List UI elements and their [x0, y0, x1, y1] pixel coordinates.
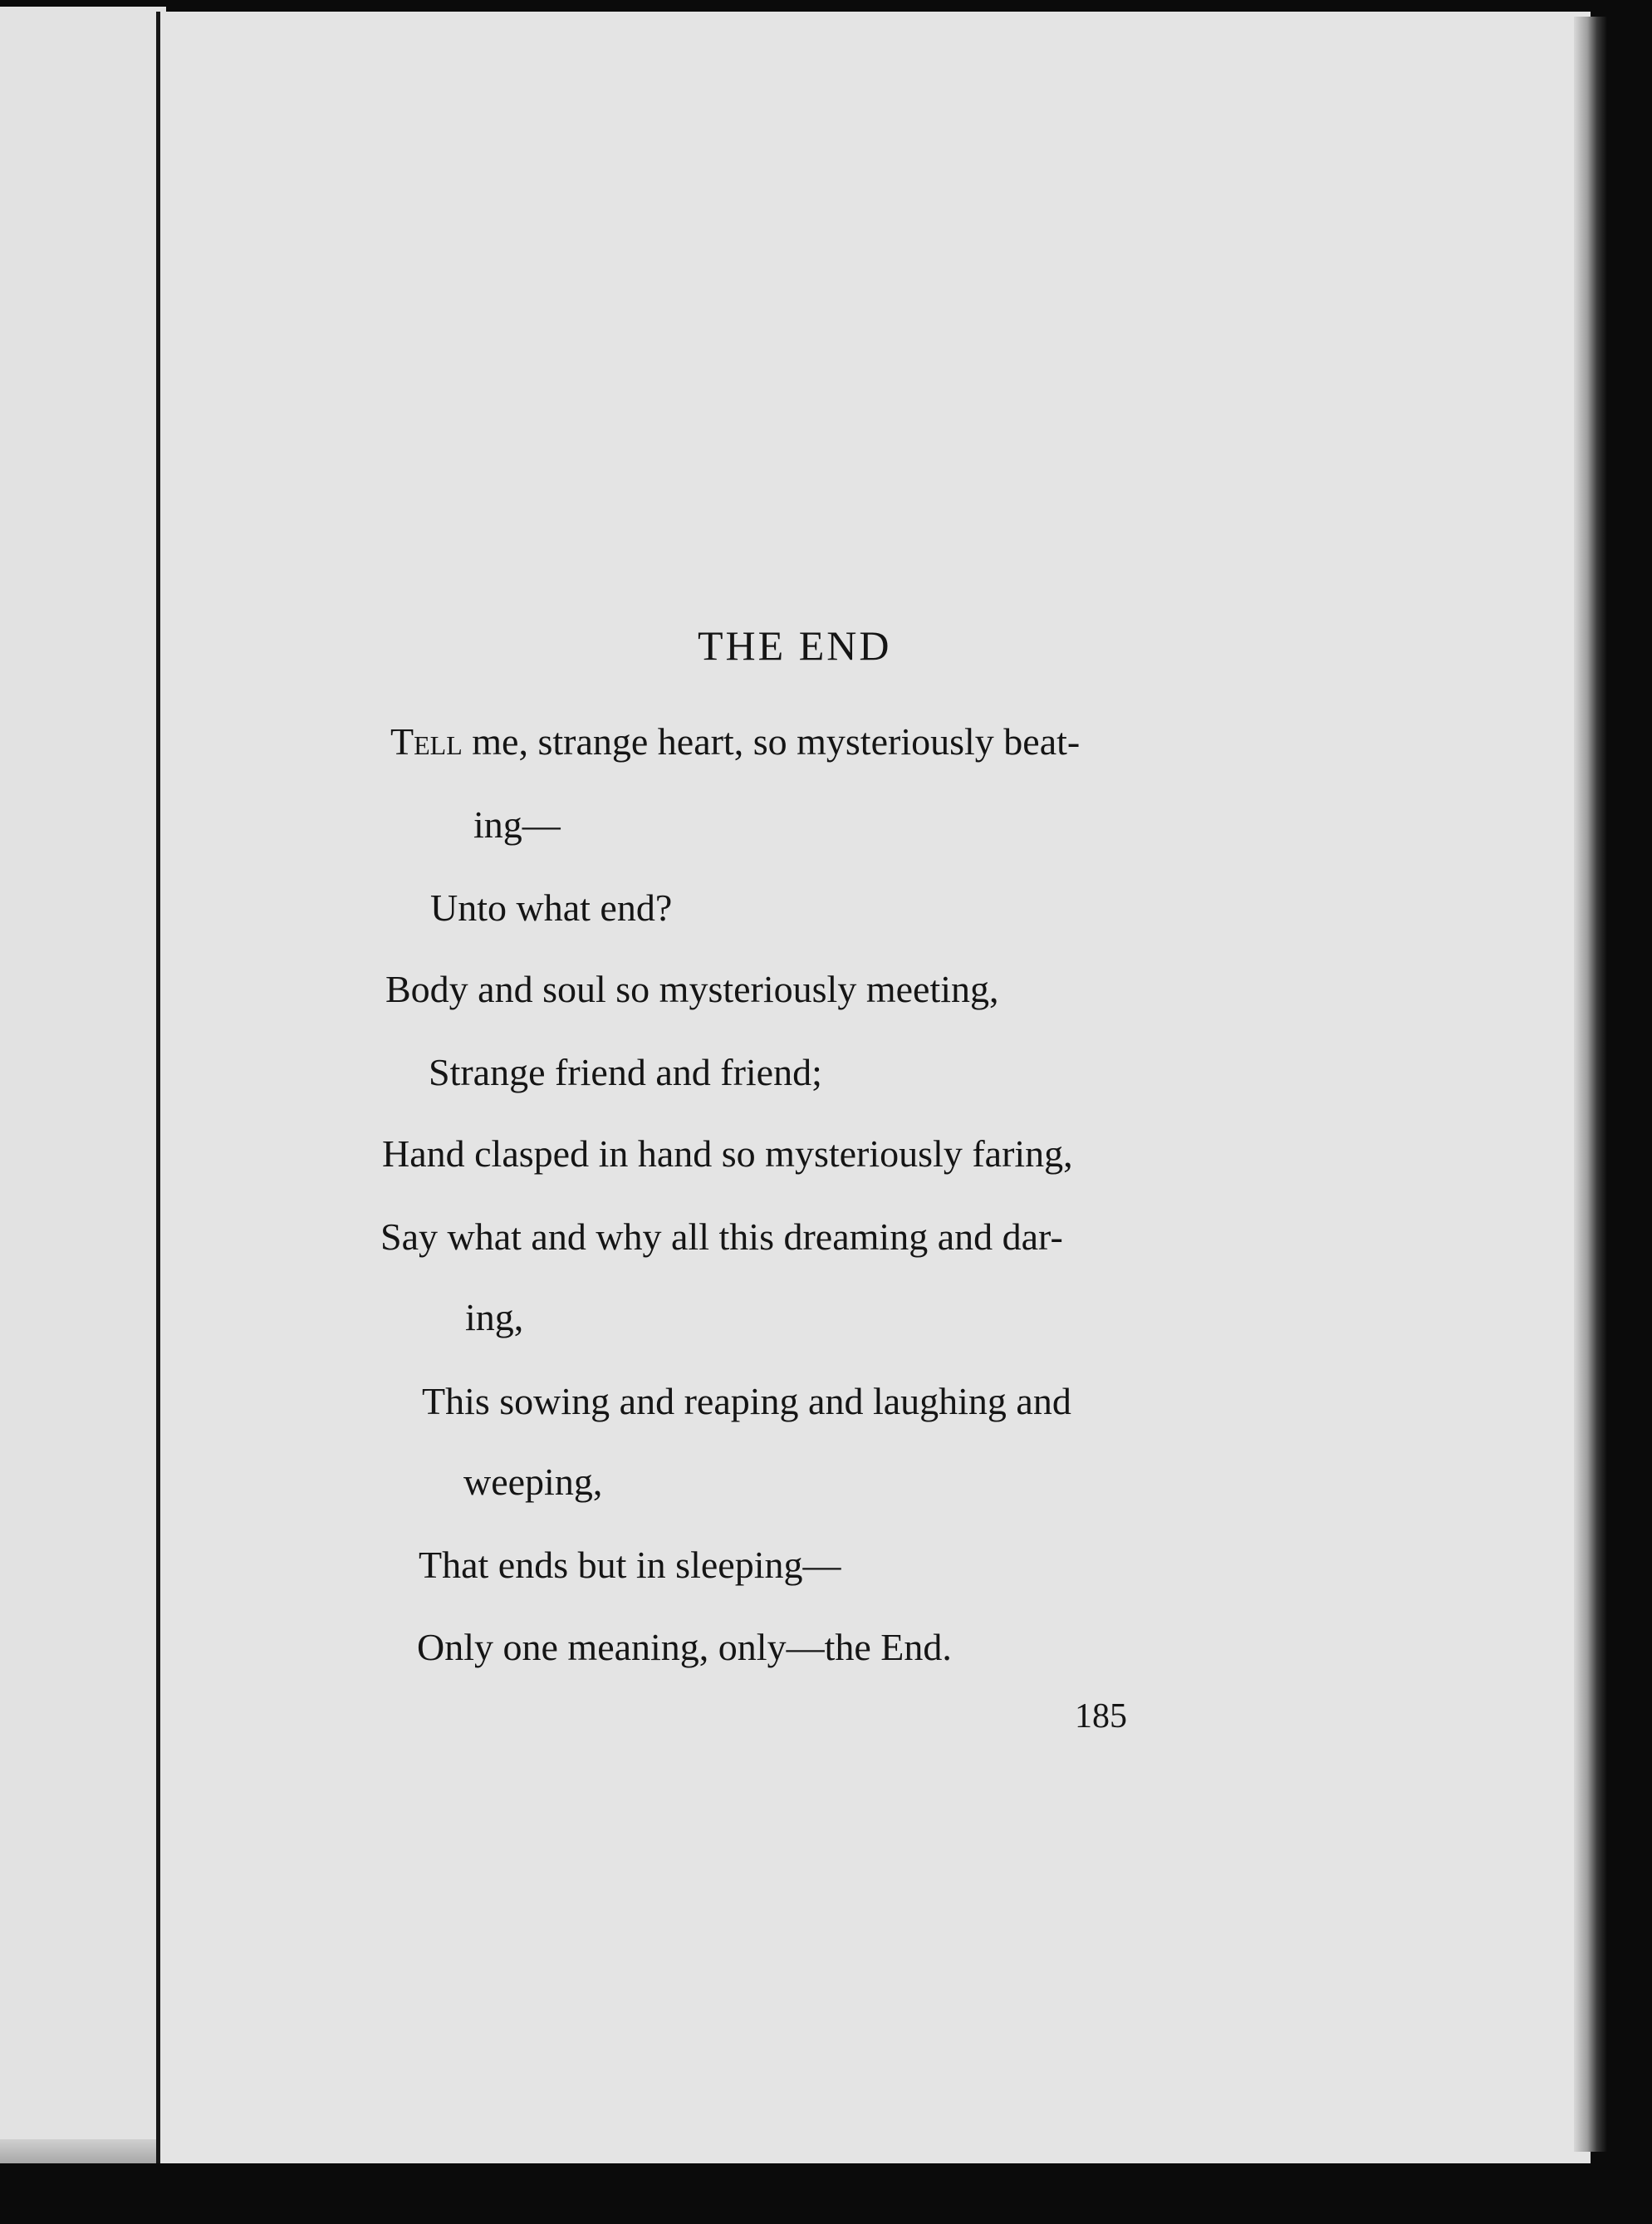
- poem-line-11: That ends but in sleeping—: [419, 1544, 841, 1586]
- book-page: [156, 12, 1591, 2163]
- poem-line-2: ing—: [473, 803, 561, 846]
- poem-line-12: Only one meaning, only—the End.: [417, 1626, 952, 1668]
- scan-bottom-border: [0, 2163, 1652, 2224]
- poem-line-7: Say what and why all this dreaming and dar-: [380, 1215, 1063, 1258]
- poem-title: THE END: [698, 622, 892, 669]
- poem-line-9: This sowing and reaping and laughing and: [422, 1380, 1071, 1422]
- poem-line-1-rest: me, strange heart, so mysteriously beat-: [462, 720, 1081, 763]
- poem-line-4: Body and soul so mysteriously meeting,: [385, 968, 999, 1010]
- poem-line-8: ing,: [465, 1296, 524, 1338]
- left-facing-page-edge: [0, 7, 166, 2167]
- poem-line-1: [390, 720, 1081, 763]
- poem-line-3: Unto what end?: [430, 886, 673, 929]
- poem-line-6: Hand clasped in hand so mysteriously faring,: [382, 1132, 1073, 1175]
- poem-line-5: Strange friend and friend;: [429, 1051, 822, 1093]
- poem-line-10: weeping,: [463, 1461, 603, 1503]
- poem-line-1-lead: Tell: [390, 720, 463, 763]
- page-number: 185: [1075, 1697, 1127, 1736]
- page-right-edge-shadow: [1574, 17, 1607, 2152]
